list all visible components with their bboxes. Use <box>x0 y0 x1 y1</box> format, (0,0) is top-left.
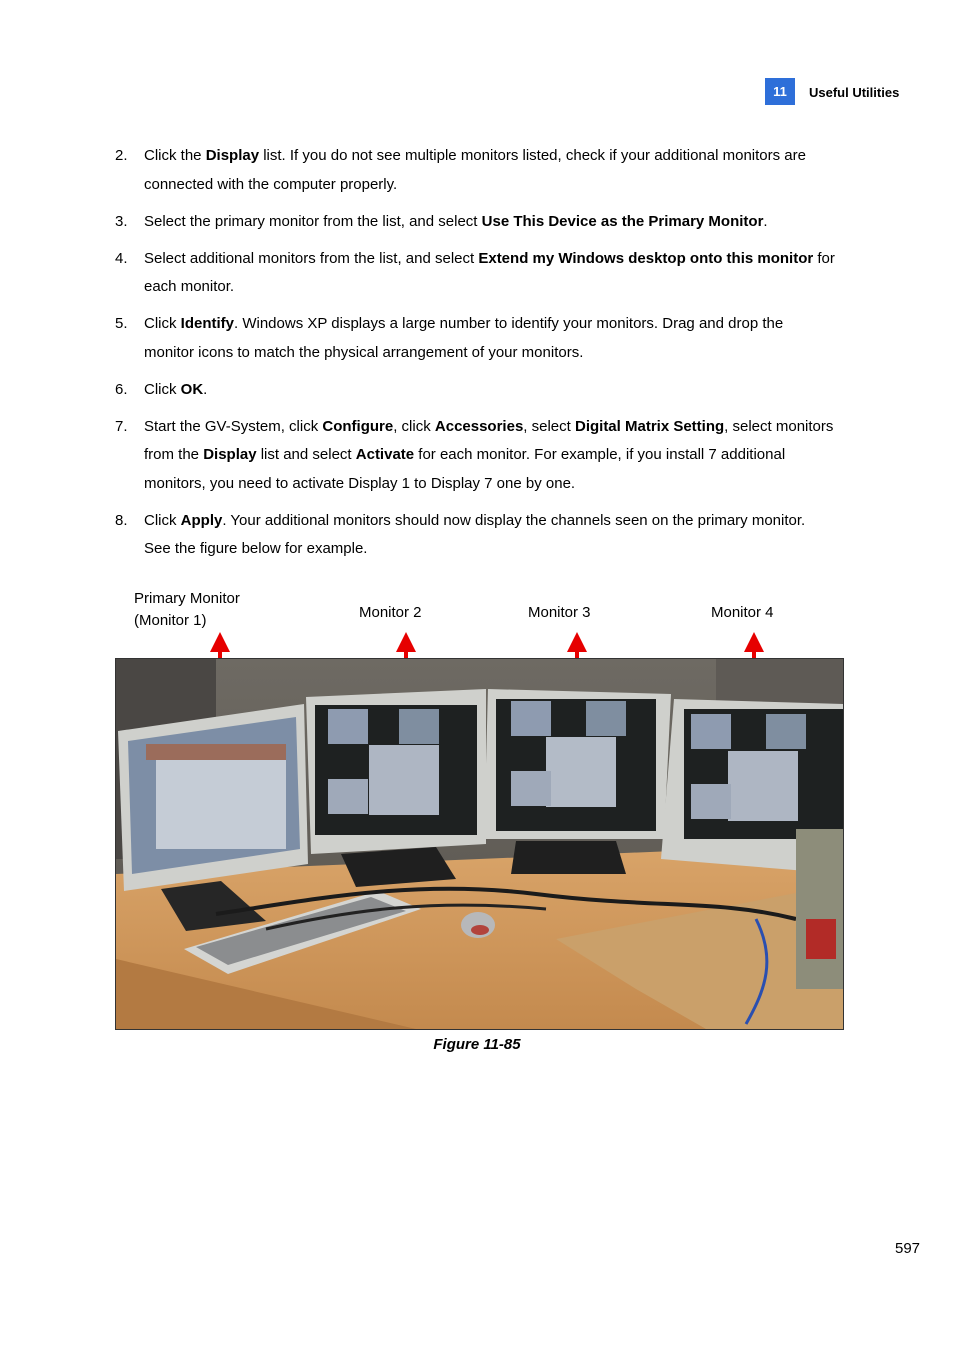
primary-monitor-label-line1: Primary Monitor <box>134 590 240 607</box>
step-text-run: . Your additional monitors should now display the channels seen on the primary monitor. See the figure below for example. <box>144 511 806 557</box>
step-number: 8. <box>115 511 128 529</box>
step-text <box>144 213 768 230</box>
step-item <box>115 507 835 564</box>
monitor-2-label: Monitor 2 <box>359 604 422 621</box>
step-text-run: list. If you do not see multiple monitors listed, check if your additional monitors are connected with the computer properly. <box>144 147 806 193</box>
step-text <box>144 512 805 558</box>
step-text-run: , select monitors from the <box>144 417 834 463</box>
step-item <box>115 208 835 237</box>
step-text-run: Start the GV-System, click <box>144 417 323 435</box>
step-text <box>144 418 833 492</box>
step-text-run: Select additional monitors from the list, and select <box>144 249 479 267</box>
step-number: 6. <box>115 380 128 398</box>
step-item <box>115 245 835 302</box>
step-item <box>115 310 835 367</box>
step-text-run: . Windows XP displays a large number to identify your monitors. Drag and drop the monitor icons to match the physical arrangement of your monitors. <box>144 315 784 361</box>
primary-monitor-label-line2: (Monitor 1) <box>134 612 207 629</box>
step-text-run: Click <box>144 315 181 332</box>
step-text-run: for each monitor. For example, if you install 7 additional monitors, you need to activate Display 1 to Display 7 one by one. <box>144 446 786 492</box>
step-text <box>144 250 835 296</box>
step-item <box>115 142 835 199</box>
step-emphasis: Display <box>203 446 257 463</box>
step-emphasis: Digital Matrix Setting <box>574 417 725 435</box>
step-text-run: Click <box>144 380 181 398</box>
step-text-run: , select <box>523 417 575 435</box>
monitor-setup-photo <box>115 658 844 1030</box>
step-emphasis: Display <box>205 147 260 164</box>
step-emphasis: Use This Device as the Primary Monitor <box>481 212 764 230</box>
step-number: 4. <box>115 249 128 267</box>
step-number: 2. <box>115 147 128 164</box>
step-item <box>115 376 835 405</box>
step-item <box>115 413 835 499</box>
step-text <box>144 381 207 398</box>
step-number: 5. <box>115 315 128 332</box>
monitor-4-label: Monitor 4 <box>711 604 774 621</box>
step-text-run: . <box>763 212 768 230</box>
chapter-number-badge: 11 <box>765 78 795 105</box>
page-number: 597 <box>895 1240 921 1257</box>
step-emphasis: Identify <box>180 315 235 332</box>
step-text-run: Click <box>144 511 181 529</box>
step-emphasis: Activate <box>355 446 415 463</box>
step-text-run: Select the primary monitor from the list, and select <box>144 212 482 230</box>
step-text <box>144 147 806 193</box>
step-text-run: , click <box>393 417 435 435</box>
step-text-run: Click the <box>144 147 206 164</box>
monitor-3-label: Monitor 3 <box>528 604 591 621</box>
step-text-run: list and select <box>256 446 356 463</box>
step-emphasis: Apply <box>180 511 223 529</box>
step-list <box>115 142 835 572</box>
step-text-run: . <box>203 380 208 398</box>
step-text <box>144 315 783 361</box>
step-number: 3. <box>115 212 128 230</box>
step-emphasis: Configure <box>322 417 394 435</box>
step-emphasis: Accessories <box>434 417 524 435</box>
step-number: 7. <box>115 417 128 435</box>
step-text-run: for each monitor. <box>144 249 835 295</box>
step-emphasis: Extend my Windows desktop onto this monitor <box>478 249 814 267</box>
chapter-title: Useful Utilities <box>809 85 900 100</box>
step-emphasis: OK <box>180 380 204 398</box>
primary-monitor-label <box>134 588 240 632</box>
figure-caption: Figure 11-85 <box>433 1036 521 1053</box>
